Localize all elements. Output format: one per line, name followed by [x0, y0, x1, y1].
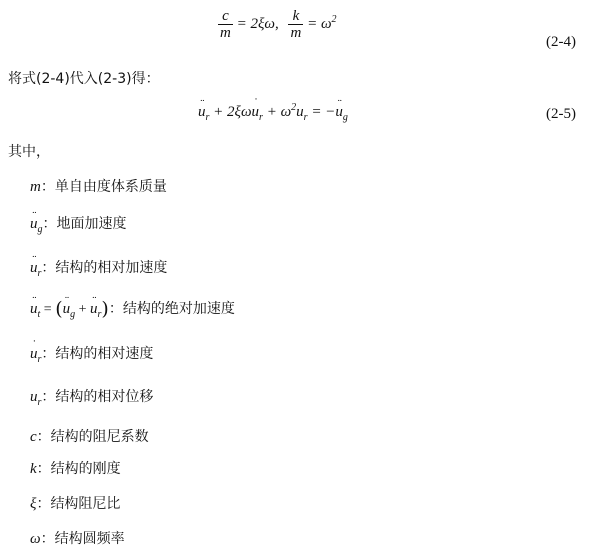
intro-text: 将式(2-4)代入(2-3)得：	[8, 71, 160, 87]
colon: ：	[36, 496, 51, 512]
colon: ：	[36, 429, 51, 445]
subscript: g	[70, 308, 76, 320]
equation-rhs: = ω	[307, 15, 332, 32]
velocity-term: ˙ u	[252, 105, 260, 120]
fraction-k-over-m	[288, 8, 303, 41]
definition-item	[30, 458, 121, 478]
definition-text: 单自由度体系质量	[54, 179, 167, 195]
definition-item	[30, 528, 125, 548]
equation-rhs: = 2ξω	[236, 15, 275, 32]
fraction-denominator: m	[290, 25, 302, 41]
subscript: g	[37, 223, 43, 235]
fraction-c-over-m	[218, 8, 233, 41]
colon: ：	[41, 389, 56, 405]
open-paren: (	[55, 298, 63, 320]
colon: ：	[40, 531, 55, 547]
superscript: 2	[331, 13, 337, 25]
accel-term: ¨ u	[198, 105, 206, 120]
symbol: m	[30, 179, 41, 195]
superscript: 2	[291, 102, 297, 113]
definition-item	[30, 343, 153, 363]
fraction-numerator: c	[218, 8, 233, 25]
definition-text: 地面加速度	[56, 216, 127, 232]
definition-item	[30, 386, 153, 406]
definition-item	[30, 176, 167, 196]
colon: ：	[42, 216, 57, 232]
where-text: 其中，	[8, 144, 50, 160]
displacement-term: u	[296, 104, 304, 120]
equals-sign: =	[40, 302, 56, 317]
definition-item	[30, 213, 127, 233]
symbol: ¨ u	[63, 301, 71, 318]
definition-text: 结构的阻尼系数	[50, 429, 149, 445]
subscript: r	[205, 112, 210, 123]
subscript: r	[37, 353, 42, 365]
definition-text: 结构的相对位移	[55, 389, 154, 405]
definition-item	[30, 426, 149, 446]
definition-text: 结构圆频率	[54, 531, 125, 547]
definition-text: 结构阻尼比	[50, 496, 121, 512]
colon: ：	[108, 301, 123, 317]
symbol: k	[30, 461, 37, 477]
fraction-numerator: k	[288, 8, 303, 25]
colon: ：	[41, 346, 56, 362]
definition-text: 结构的刚度	[50, 461, 121, 477]
definition-item	[30, 298, 235, 320]
symbol: ξ	[30, 496, 37, 512]
colon: ：	[41, 260, 56, 276]
subscript: r	[37, 267, 42, 279]
equation-2-4	[218, 8, 337, 41]
symbol: ¨ u	[30, 216, 38, 233]
subscript: r	[97, 308, 102, 320]
operator-term: + ω	[262, 104, 292, 120]
definition-text: 结构的相对加速度	[55, 260, 168, 276]
ground-accel-term: ¨ u	[335, 105, 343, 120]
fraction-denominator: m	[220, 25, 231, 41]
colon: ：	[36, 461, 51, 477]
subscript: g	[342, 112, 348, 123]
close-paren: )	[101, 298, 109, 320]
symbol: ¨ u	[30, 301, 38, 318]
plus-sign: +	[75, 302, 91, 317]
operator-term: + 2ξω	[209, 104, 252, 120]
symbol: c	[30, 429, 37, 445]
symbol: u	[30, 389, 38, 405]
subscript: t	[37, 308, 41, 320]
symbol: ˙ u	[30, 346, 38, 363]
colon: ：	[40, 179, 55, 195]
subscript: r	[259, 112, 263, 123]
separator: ,	[274, 15, 279, 32]
definition-item	[30, 257, 167, 277]
definition-text: 结构的绝对加速度	[122, 301, 235, 317]
equation-number: (2-4)	[546, 34, 576, 50]
subscript: r	[37, 396, 42, 408]
symbol: ¨ u	[90, 301, 98, 318]
symbol: ¨ u	[30, 260, 38, 277]
definition-item	[30, 493, 120, 513]
definition-text: 结构的相对速度	[55, 346, 154, 362]
equation-number: (2-5)	[546, 106, 576, 122]
symbol: ω	[30, 531, 41, 547]
operator-term: = −	[307, 104, 336, 120]
subscript: r	[303, 112, 308, 123]
equation-2-5	[198, 102, 348, 123]
